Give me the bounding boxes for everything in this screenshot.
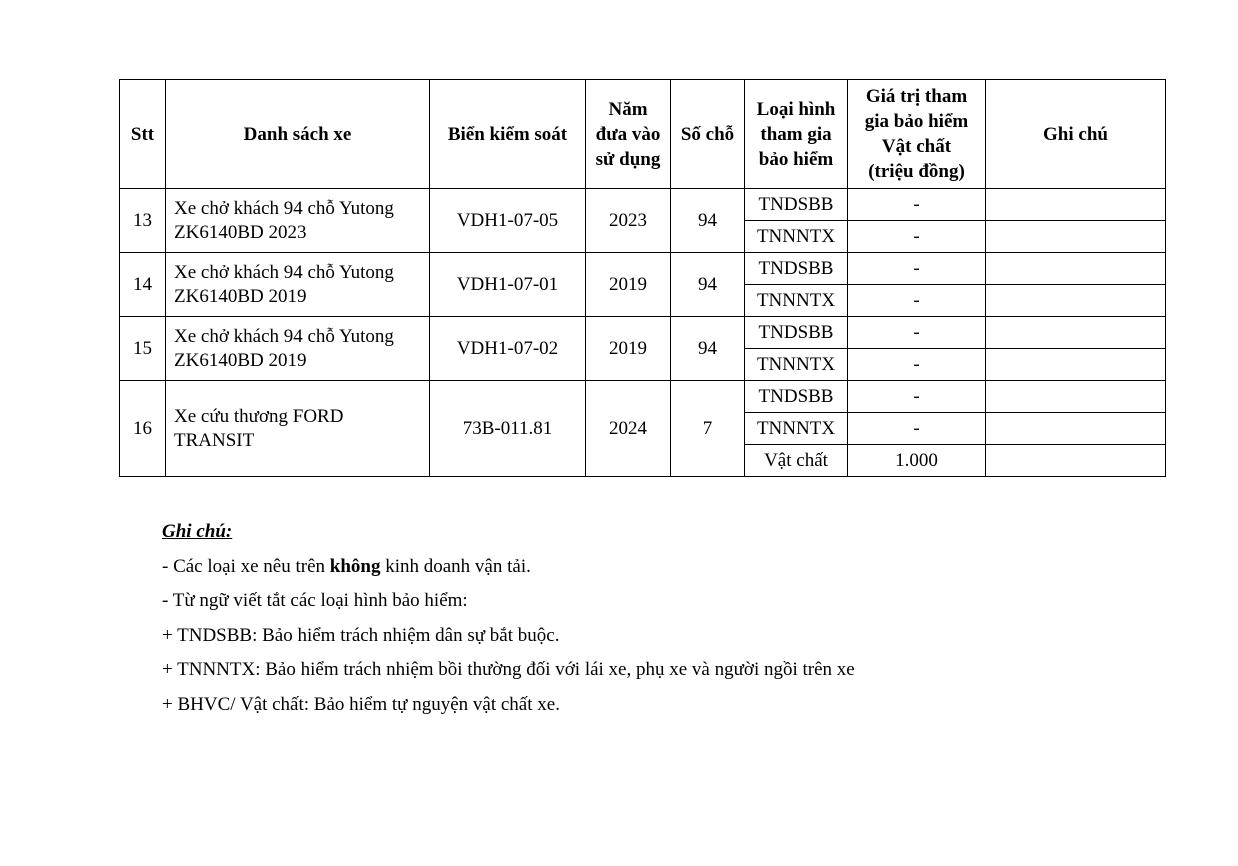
cell-note bbox=[986, 253, 1166, 285]
cell-vehicle-name bbox=[166, 253, 430, 317]
cell-seats: 94 bbox=[671, 189, 745, 253]
cell-seats: 94 bbox=[671, 317, 745, 381]
table-row bbox=[120, 253, 1166, 285]
table-row bbox=[120, 317, 1166, 349]
cell-note bbox=[986, 317, 1166, 349]
vehicle-name-line: Xe cứu thương FORD bbox=[174, 405, 344, 427]
header-note: Ghi chú bbox=[986, 80, 1166, 189]
header-insurance-type-line: Loại hình bbox=[756, 98, 836, 120]
cell-insurance-type: TNNNTX bbox=[745, 285, 848, 317]
cell-note bbox=[986, 349, 1166, 381]
cell-year: 2019 bbox=[586, 253, 671, 317]
header-value-line: gia bảo hiểm bbox=[864, 111, 969, 132]
cell-insurance-type: TNDSBB bbox=[745, 189, 848, 221]
notes-title: Ghi chú: bbox=[162, 521, 233, 542]
notes-line: + TNNNTX: Bảo hiểm trách nhiệm bồi thường đối với lái xe, phụ xe và người ngồi trên xe bbox=[162, 659, 855, 680]
header-seats: Số chỗ bbox=[671, 80, 745, 189]
cell-insurance-type: Vật chất bbox=[745, 445, 848, 477]
vehicle-name-line: Xe chở khách 94 chỗ Yutong bbox=[174, 325, 394, 347]
cell-year: 2023 bbox=[586, 189, 671, 253]
cell-vehicle-name bbox=[166, 381, 430, 477]
cell-insurance-type: TNNNTX bbox=[745, 349, 848, 381]
cell-note bbox=[986, 285, 1166, 317]
table-row bbox=[120, 381, 1166, 413]
header-year-line: Năm bbox=[608, 98, 648, 120]
cell-insurance-type: TNDSBB bbox=[745, 381, 848, 413]
vehicle-name-line: Xe chở khách 94 chỗ Yutong bbox=[174, 197, 394, 219]
header-plate: Biển kiểm soát bbox=[430, 80, 586, 189]
vehicle-name-line: ZK6140BD 2019 bbox=[174, 349, 307, 371]
cell-note bbox=[986, 381, 1166, 413]
header-value-line: Vật chất bbox=[881, 136, 952, 157]
vehicle-name-line: ZK6140BD 2019 bbox=[174, 285, 307, 307]
cell-note bbox=[986, 413, 1166, 445]
notes-line-emphasis: không bbox=[329, 555, 381, 577]
cell-insurance-value: - bbox=[848, 221, 986, 253]
cell-insurance-type: TNNNTX bbox=[745, 221, 848, 253]
notes-line: + TNDSBB: Bảo hiểm trách nhiệm dân sự bắt buộc. bbox=[162, 624, 560, 646]
header-stt: Stt bbox=[120, 80, 166, 189]
cell-vehicle-name bbox=[166, 189, 430, 253]
cell-year: 2024 bbox=[586, 381, 671, 477]
header-insurance-type-line: bảo hiểm bbox=[758, 148, 834, 170]
cell-note bbox=[986, 189, 1166, 221]
cell-insurance-value: 1.000 bbox=[848, 445, 986, 477]
table-header-row bbox=[120, 80, 1166, 189]
notes-line-text: - Các loại xe nêu trên bbox=[162, 555, 330, 577]
header-value-line: (triệu đồng) bbox=[868, 161, 965, 182]
header-insurance-type bbox=[745, 80, 848, 189]
cell-insurance-value: - bbox=[848, 381, 986, 413]
cell-plate: VDH1-07-05 bbox=[430, 189, 586, 253]
vehicle-name-line: TRANSIT bbox=[174, 429, 255, 451]
header-value-line: Giá trị tham bbox=[865, 86, 968, 107]
cell-vehicle-name bbox=[166, 317, 430, 381]
cell-note bbox=[986, 445, 1166, 477]
vehicle-insurance-table bbox=[119, 79, 1166, 477]
notes-section bbox=[162, 515, 855, 722]
cell-plate: VDH1-07-01 bbox=[430, 253, 586, 317]
header-year-line: sử dụng bbox=[595, 148, 661, 170]
cell-stt: 15 bbox=[120, 317, 166, 381]
cell-seats: 94 bbox=[671, 253, 745, 317]
vehicle-name-line: ZK6140BD 2023 bbox=[174, 221, 307, 243]
cell-stt: 13 bbox=[120, 189, 166, 253]
header-year bbox=[586, 80, 671, 189]
cell-seats: 7 bbox=[671, 381, 745, 477]
cell-insurance-type: TNDSBB bbox=[745, 317, 848, 349]
cell-insurance-type: TNDSBB bbox=[745, 253, 848, 285]
notes-line: - Từ ngữ viết tắt các loại hình bảo hiểm: bbox=[162, 590, 468, 611]
header-value bbox=[848, 80, 986, 189]
cell-stt: 14 bbox=[120, 253, 166, 317]
notes-line bbox=[162, 550, 855, 585]
header-year-line: đưa vào bbox=[595, 123, 661, 145]
cell-insurance-value: - bbox=[848, 349, 986, 381]
notes-line: + BHVC/ Vật chất: Bảo hiểm tự nguyện vật chất xe. bbox=[162, 693, 560, 715]
vehicle-name-line: Xe chở khách 94 chỗ Yutong bbox=[174, 261, 394, 283]
cell-plate: 73B-011.81 bbox=[430, 381, 586, 477]
header-vehicle: Danh sách xe bbox=[166, 80, 430, 189]
cell-insurance-value: - bbox=[848, 285, 986, 317]
cell-stt: 16 bbox=[120, 381, 166, 477]
notes-line-text: kinh doanh vận tải. bbox=[380, 555, 531, 577]
cell-insurance-value: - bbox=[848, 253, 986, 285]
cell-insurance-value: - bbox=[848, 317, 986, 349]
cell-insurance-value: - bbox=[848, 413, 986, 445]
cell-insurance-value: - bbox=[848, 189, 986, 221]
cell-year: 2019 bbox=[586, 317, 671, 381]
table-row bbox=[120, 189, 1166, 221]
header-insurance-type-line: tham gia bbox=[760, 123, 832, 145]
cell-plate: VDH1-07-02 bbox=[430, 317, 586, 381]
cell-note bbox=[986, 221, 1166, 253]
cell-insurance-type: TNNNTX bbox=[745, 413, 848, 445]
